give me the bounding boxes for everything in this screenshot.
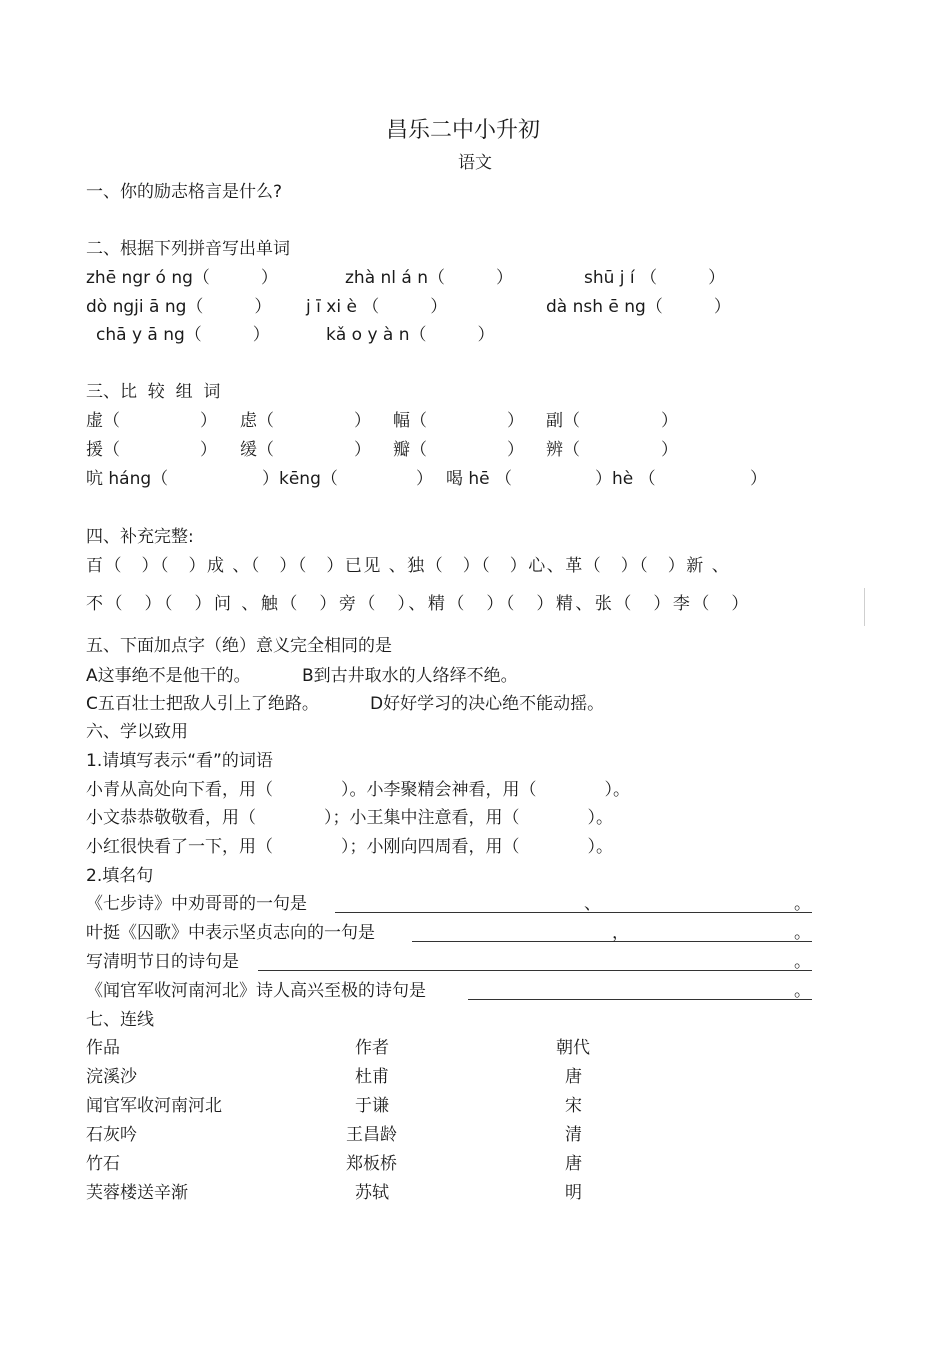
dynasty-item[interactable]: 唐 bbox=[565, 1154, 582, 1174]
compare-char: 虑（ bbox=[240, 411, 274, 431]
poem-end: 。 bbox=[794, 894, 811, 914]
poem-end: 。 bbox=[794, 981, 811, 1001]
pinyin-item: kǎ o y à n（ ） bbox=[326, 325, 495, 345]
question-1: 1.请填写表示“看”的词语 bbox=[86, 751, 273, 771]
dynasty-item[interactable]: 清 bbox=[565, 1125, 582, 1145]
compare-char: 援（ bbox=[86, 440, 120, 460]
pinyin-item: dà nsh ē ng（ ） bbox=[546, 297, 731, 317]
paren-close: ） bbox=[354, 440, 371, 460]
dynasty-item[interactable]: 明 bbox=[565, 1183, 582, 1203]
author-item[interactable]: 于谦 bbox=[355, 1096, 389, 1116]
section-3-heading: 三、比 较 组 词 bbox=[86, 382, 221, 402]
paren-close: ） bbox=[200, 411, 217, 431]
page-subtitle: 语文 bbox=[458, 153, 492, 173]
column-header-authors: 作者 bbox=[355, 1038, 389, 1058]
poem-end: 。 bbox=[794, 952, 811, 972]
option-a: A这事绝不是他干的。 bbox=[86, 666, 251, 686]
answer-line bbox=[335, 912, 812, 913]
paren-close: ） bbox=[354, 411, 371, 431]
section-4-heading: 四、补充完整: bbox=[86, 527, 194, 547]
look-words-line: 小青从高处向下看，用（ ）。小李聚精会神看，用（ ）。 bbox=[86, 780, 630, 800]
page-title: 昌乐二中小升初 bbox=[386, 118, 541, 143]
idiom-line: 百（ ）（ ）成 、（ ）（ ）已见 、独（ ）（ ）心、革（ ）（ ）新 、 bbox=[86, 556, 731, 576]
author-item[interactable]: 杜甫 bbox=[355, 1067, 389, 1087]
option-b: B到古井取水的人络绎不绝。 bbox=[302, 666, 518, 686]
work-item[interactable]: 石灰吟 bbox=[86, 1125, 137, 1145]
answer-line bbox=[468, 999, 812, 1000]
poem-prompt: 叶挺《囚歌》中表示坚贞志向的一句是 bbox=[86, 923, 375, 943]
paren-close: ） bbox=[661, 440, 678, 460]
polyphone-item: ）hè （ bbox=[595, 469, 656, 489]
paren-close: ） bbox=[750, 469, 767, 489]
section-7-heading: 七、连线 bbox=[86, 1010, 154, 1030]
pinyin-item: j ī xi è （ ） bbox=[306, 297, 448, 317]
section-1-heading: 一、你的励志格言是什么? bbox=[86, 182, 283, 202]
poem-prompt: 《闻官军收河南河北》诗人高兴至极的诗句是 bbox=[86, 981, 426, 1001]
poem-prompt: 写清明节日的诗句是 bbox=[86, 952, 239, 972]
section-6-heading: 六、学以致用 bbox=[86, 722, 188, 742]
section-2-heading: 二、根据下列拼音写出单词 bbox=[86, 239, 290, 259]
answer-line bbox=[258, 970, 812, 971]
polyphone-item: 喝 hē （ bbox=[446, 469, 513, 489]
poem-separator: 、 bbox=[584, 894, 601, 914]
question-2: 2.填名句 bbox=[86, 866, 154, 886]
compare-char: 幅（ bbox=[393, 411, 427, 431]
column-header-works: 作品 bbox=[86, 1038, 120, 1058]
compare-char: 缓（ bbox=[240, 440, 274, 460]
look-words-line: 小文恭恭敬敬看，用（ ）；小王集中注意看，用（ ）。 bbox=[86, 808, 613, 828]
option-c: C五百壮士把敌人引上了绝路。 bbox=[86, 694, 319, 714]
work-item[interactable]: 闻官军收河南河北 bbox=[86, 1096, 222, 1116]
dynasty-item[interactable]: 宋 bbox=[565, 1096, 582, 1116]
paren-close: ） bbox=[507, 411, 524, 431]
paren-close: ） bbox=[507, 440, 524, 460]
pinyin-item: shū j í （ ） bbox=[584, 268, 726, 288]
paren-close: ） bbox=[200, 440, 217, 460]
compare-char: 虚（ bbox=[86, 411, 120, 431]
author-item[interactable]: 苏轼 bbox=[355, 1183, 389, 1203]
author-item[interactable]: 王昌龄 bbox=[346, 1125, 397, 1145]
section-5-heading: 五、下面加点字（绝）意义完全相同的是 bbox=[86, 636, 392, 656]
paren-close: ） bbox=[661, 411, 678, 431]
work-item[interactable]: 浣溪沙 bbox=[86, 1067, 137, 1087]
polyphone-item: 吭 háng（ bbox=[86, 469, 169, 489]
look-words-line: 小红很快看了一下，用（ ）；小刚向四周看，用（ ）。 bbox=[86, 837, 613, 857]
pinyin-item: dò ngji ā ng（ ） bbox=[86, 297, 272, 317]
work-item[interactable]: 芙蓉楼送辛渐 bbox=[86, 1183, 188, 1203]
poem-prompt: 《七步诗》中劝哥哥的一句是 bbox=[86, 894, 307, 914]
option-d: D好好学习的决心绝不能动摇。 bbox=[370, 694, 605, 714]
poem-end: 。 bbox=[794, 923, 811, 943]
compare-char: 辨（ bbox=[546, 440, 580, 460]
pinyin-item: zhà nl á n（ ） bbox=[345, 268, 514, 288]
polyphone-item: ）kēng（ bbox=[262, 469, 338, 489]
pinyin-item: zhē ngr ó ng（ ） bbox=[86, 268, 278, 288]
dynasty-item[interactable]: 唐 bbox=[565, 1067, 582, 1087]
compare-char: 瓣（ bbox=[393, 440, 427, 460]
margin-mark bbox=[864, 588, 865, 626]
column-header-dynasty: 朝代 bbox=[556, 1038, 590, 1058]
work-item[interactable]: 竹石 bbox=[86, 1154, 120, 1174]
idiom-line: 不（ ）（ ）问 、触（ ）旁（ ）、精（ ）（ ）精、张（ ）李（ ） bbox=[86, 594, 751, 614]
pinyin-item: chā y ā ng（ ） bbox=[96, 325, 270, 345]
poem-separator: ， bbox=[612, 923, 629, 943]
paren-close: ） bbox=[416, 469, 433, 489]
compare-char: 副（ bbox=[546, 411, 580, 431]
author-item[interactable]: 郑板桥 bbox=[346, 1154, 397, 1174]
